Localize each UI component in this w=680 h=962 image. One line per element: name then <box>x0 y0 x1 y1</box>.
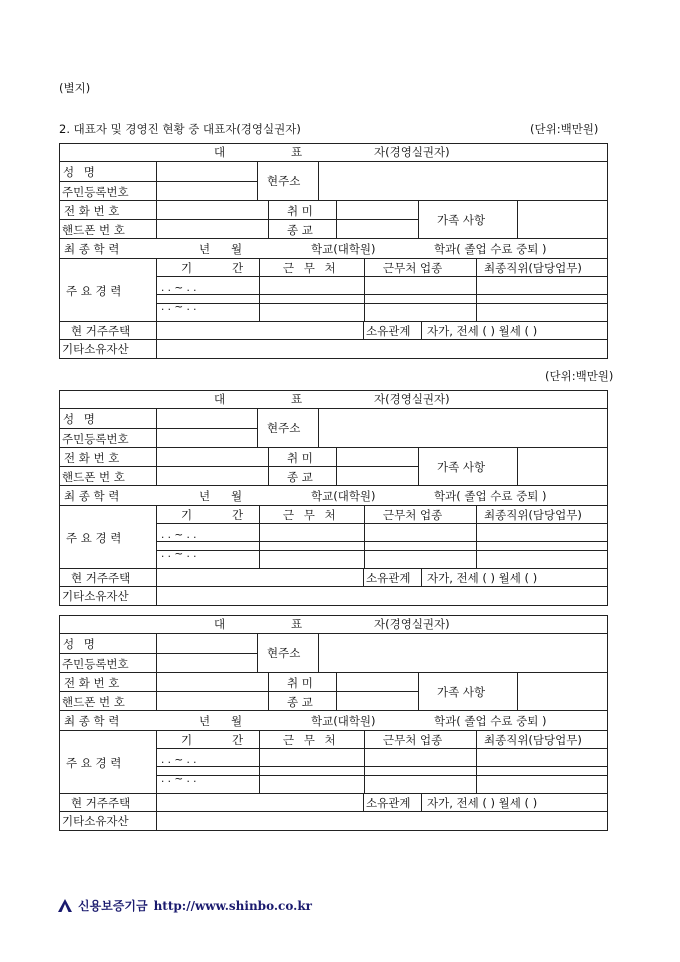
career-row-1-period-text: . . ~ . . <box>161 529 197 541</box>
career-row-2-workplace[interactable] <box>260 542 365 551</box>
career-row-3-position[interactable] <box>477 304 608 322</box>
education-year-label: 년 <box>199 242 211 256</box>
address-value[interactable] <box>319 634 608 673</box>
phone-value[interactable] <box>157 201 269 220</box>
career-row-2-industry[interactable] <box>365 542 477 551</box>
career-row-1-position[interactable] <box>477 277 608 295</box>
rrn-label: 주민등록번호 <box>62 657 129 671</box>
career-label: 주 요 경 력 <box>66 531 122 545</box>
career-industry-header-label: 근무처 업종 <box>383 261 443 275</box>
career-period-a-header: 기 <box>181 261 193 275</box>
career-row-3-industry[interactable] <box>365 776 477 794</box>
header-label-a: 대 <box>214 392 226 406</box>
name-value[interactable] <box>157 409 258 429</box>
career-row-2-position[interactable] <box>477 767 608 776</box>
career-row-2-workplace[interactable] <box>260 295 365 304</box>
representative-section-2 <box>59 390 608 606</box>
mobile-value[interactable] <box>157 220 269 239</box>
ownership-label: 소유관계 <box>366 796 411 810</box>
hobby-label: 취 미 <box>287 451 313 465</box>
career-position-header-label: 최종직위(담당업무) <box>484 261 582 275</box>
family-label: 가족 사항 <box>437 460 486 474</box>
religion-label: 종 교 <box>287 695 313 709</box>
unit-label: (단위:백만원) <box>530 122 599 136</box>
hobby-value[interactable] <box>337 448 419 467</box>
career-row-2-workplace[interactable] <box>260 767 365 776</box>
name-label: 성 명 <box>63 637 98 651</box>
header-label-c: 자(경영실권자) <box>374 145 450 159</box>
career-label: 주 요 경 력 <box>66 284 122 298</box>
career-row-3-industry[interactable] <box>365 304 477 322</box>
career-period-a-header: 기 <box>181 508 193 522</box>
residence-label: 현 거주주택 <box>71 324 131 338</box>
ownership-options: 자가, 전세 ( ) 월세 ( ) <box>427 324 538 338</box>
career-row-3-workplace[interactable] <box>260 304 365 322</box>
section-title: 2. 대표자 및 경영진 현황 중 대표자(경영실권자) <box>59 122 301 136</box>
career-row-2-period-text: . . ~ . . <box>161 301 197 313</box>
career-row-1-workplace[interactable] <box>260 277 365 295</box>
mobile-label: 핸드폰 번 호 <box>62 223 125 237</box>
header-label-b: 표 <box>291 617 303 631</box>
ownership-options: 자가, 전세 ( ) 월세 ( ) <box>427 796 538 810</box>
career-row-2-period-text: . . ~ . . <box>161 548 197 560</box>
address-value[interactable] <box>319 162 608 201</box>
career-period-a-header: 기 <box>181 733 193 747</box>
header-label-a: 대 <box>214 145 226 159</box>
address-label: 현주소 <box>267 421 301 435</box>
rrn-label: 주민등록번호 <box>62 185 129 199</box>
other-assets-value[interactable] <box>157 340 608 359</box>
career-period-header <box>157 259 260 277</box>
education-year-label: 년 <box>199 489 211 503</box>
header-label-a: 대 <box>214 617 226 631</box>
name-value[interactable] <box>157 162 258 182</box>
religion-value[interactable] <box>337 467 419 486</box>
education-label: 최 종 학 력 <box>64 714 120 728</box>
residence-value[interactable] <box>157 794 364 812</box>
education-month-label: 월 <box>231 714 243 728</box>
hobby-value[interactable] <box>337 673 419 692</box>
family-label: 가족 사항 <box>437 213 486 227</box>
career-row-3-industry[interactable] <box>365 551 477 569</box>
education-major-label: 학과( 졸업 수료 중퇴 ) <box>434 242 547 256</box>
career-industry-header-label: 근무처 업종 <box>383 508 443 522</box>
name-value[interactable] <box>157 634 258 654</box>
education-school-label: 학교(대학원) <box>311 714 376 728</box>
career-row-1-position[interactable] <box>477 524 608 542</box>
residence-value[interactable] <box>157 569 364 587</box>
career-row-1-workplace[interactable] <box>260 524 365 542</box>
career-workplace-header-label: 근 무 처 <box>283 508 339 522</box>
name-label: 성 명 <box>63 165 98 179</box>
footer-url[interactable]: http://www.shinbo.co.kr <box>153 898 312 913</box>
mobile-label: 핸드폰 번 호 <box>62 470 125 484</box>
career-row-3-position[interactable] <box>477 551 608 569</box>
ownership-options: 자가, 전세 ( ) 월세 ( ) <box>427 571 538 585</box>
representative-section-1 <box>59 143 608 359</box>
residence-label: 현 거주주택 <box>71 571 131 585</box>
address-label: 현주소 <box>267 174 301 188</box>
hobby-label: 취 미 <box>287 676 313 690</box>
ownership-label: 소유관계 <box>366 324 411 338</box>
education-label: 최 종 학 력 <box>64 242 120 256</box>
header-label-c: 자(경영실권자) <box>374 617 450 631</box>
rrn-value[interactable] <box>157 429 258 448</box>
unit-label: (단위:백만원) <box>545 369 614 383</box>
career-row-3-workplace[interactable] <box>260 776 365 794</box>
education-month-label: 월 <box>231 242 243 256</box>
career-industry-header-label: 근무처 업종 <box>383 733 443 747</box>
mobile-label: 핸드폰 번 호 <box>62 695 125 709</box>
header-label-b: 표 <box>291 392 303 406</box>
family-value[interactable] <box>518 673 608 711</box>
career-row-1-industry[interactable] <box>365 749 477 767</box>
career-row-2-period-text: . . ~ . . <box>161 773 197 785</box>
other-assets-label: 기타소유자산 <box>62 814 129 828</box>
education-major-label: 학과( 졸업 수료 중퇴 ) <box>434 714 547 728</box>
career-row-3-position[interactable] <box>477 776 608 794</box>
career-label: 주 요 경 력 <box>66 756 122 770</box>
career-row-2-industry[interactable] <box>365 295 477 304</box>
footer-org-name: 신용보증기금 <box>78 899 148 913</box>
career-period-b-header: 간 <box>232 261 244 275</box>
phone-value[interactable] <box>157 673 269 692</box>
religion-value[interactable] <box>337 220 419 239</box>
other-assets-value[interactable] <box>157 587 608 606</box>
other-assets-value[interactable] <box>157 812 608 831</box>
career-row-2-industry[interactable] <box>365 767 477 776</box>
education-month-label: 월 <box>231 489 243 503</box>
header-row <box>59 143 608 162</box>
career-period-header <box>157 506 260 524</box>
family-label: 가족 사항 <box>437 685 486 699</box>
header-label-b: 표 <box>291 145 303 159</box>
representative-section-3 <box>59 615 608 831</box>
education-label: 최 종 학 력 <box>64 489 120 503</box>
career-period-header <box>157 731 260 749</box>
mobile-value[interactable] <box>157 692 269 711</box>
career-row-3-workplace[interactable] <box>260 551 365 569</box>
career-row-1-period-text: . . ~ . . <box>161 754 197 766</box>
career-row-2-position[interactable] <box>477 542 608 551</box>
family-value[interactable] <box>518 201 608 239</box>
career-period-b-header: 간 <box>232 733 244 747</box>
rrn-value[interactable] <box>157 654 258 673</box>
education-year-label: 년 <box>199 714 211 728</box>
career-row-1-workplace[interactable] <box>260 749 365 767</box>
career-row-2-position[interactable] <box>477 295 608 304</box>
footer <box>58 897 312 914</box>
phone-value[interactable] <box>157 448 269 467</box>
career-workplace-header-label: 근 무 처 <box>283 261 339 275</box>
residence-label: 현 거주주택 <box>71 796 131 810</box>
shinbo-logo-icon <box>58 899 72 912</box>
rrn-value[interactable] <box>157 182 258 201</box>
education-school-label: 학교(대학원) <box>311 242 376 256</box>
hobby-label: 취 미 <box>287 204 313 218</box>
other-assets-label: 기타소유자산 <box>62 589 129 603</box>
header-label-c: 자(경영실권자) <box>374 392 450 406</box>
career-period-b-header: 간 <box>232 508 244 522</box>
name-label: 성 명 <box>63 412 98 426</box>
header-row <box>59 390 608 409</box>
education-major-label: 학과( 졸업 수료 중퇴 ) <box>434 489 547 503</box>
career-workplace-header-label: 근 무 처 <box>283 733 339 747</box>
career-row-1-industry[interactable] <box>365 524 477 542</box>
other-assets-label: 기타소유자산 <box>62 342 129 356</box>
religion-label: 종 교 <box>287 223 313 237</box>
hobby-value[interactable] <box>337 201 419 220</box>
career-row-1-position[interactable] <box>477 749 608 767</box>
phone-label: 전 화 번 호 <box>64 676 120 690</box>
education-school-label: 학교(대학원) <box>311 489 376 503</box>
religion-label: 종 교 <box>287 470 313 484</box>
residence-value[interactable] <box>157 322 364 340</box>
header-row <box>59 615 608 634</box>
mobile-value[interactable] <box>157 467 269 486</box>
family-value[interactable] <box>518 448 608 486</box>
phone-label: 전 화 번 호 <box>64 451 120 465</box>
rrn-label: 주민등록번호 <box>62 432 129 446</box>
career-row-1-industry[interactable] <box>365 277 477 295</box>
phone-label: 전 화 번 호 <box>64 204 120 218</box>
address-label: 현주소 <box>267 646 301 660</box>
religion-value[interactable] <box>337 692 419 711</box>
ownership-label: 소유관계 <box>366 571 411 585</box>
career-position-header-label: 최종직위(담당업무) <box>484 733 582 747</box>
attachment-label: (별지) <box>59 81 91 95</box>
career-position-header-label: 최종직위(담당업무) <box>484 508 582 522</box>
address-value[interactable] <box>319 409 608 448</box>
career-row-1-period-text: . . ~ . . <box>161 282 197 294</box>
